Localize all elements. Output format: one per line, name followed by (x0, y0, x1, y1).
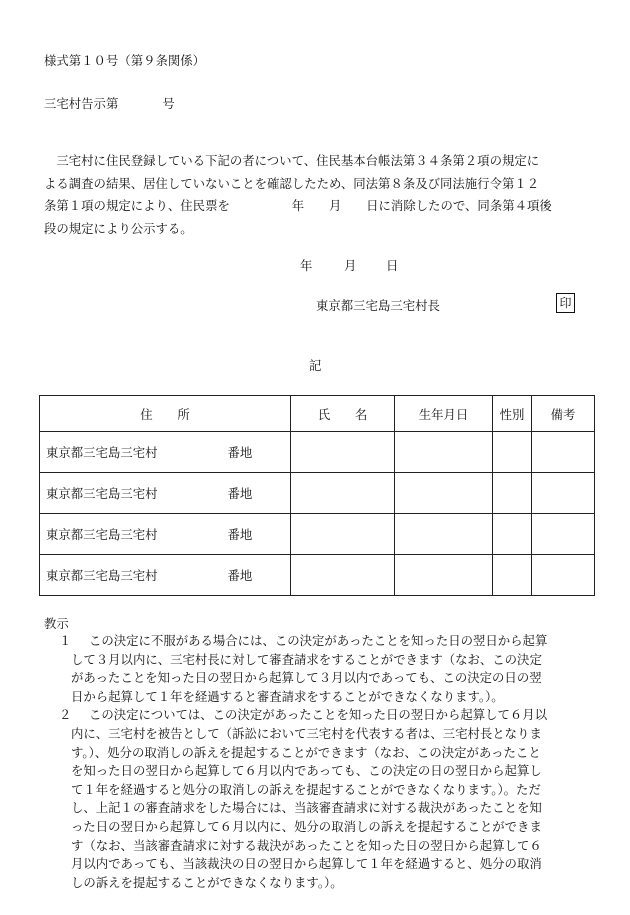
banchi-text: 番地 (227, 486, 253, 501)
address-cell (40, 514, 291, 555)
header-address: 住 所 (40, 396, 291, 432)
instruction-number: ２ (59, 707, 72, 723)
instruction-text: この決定に不服がある場合には、この決定があったことを知った日の翌日から起算 (89, 633, 548, 648)
address-text: 東京都三宅島三宅村 (46, 527, 158, 542)
mayor-title: 東京都三宅島三宅村長 (316, 298, 440, 313)
remarks-cell (532, 555, 595, 596)
name-cell (291, 514, 395, 555)
instruction-line: 日から起算して１年を経過すると審査請求をすることができなくなります。）。 (71, 688, 504, 704)
header-sex: 性別 (493, 396, 532, 432)
address-text: 東京都三宅島三宅村 (46, 445, 158, 460)
instruction-number: １ (59, 633, 72, 648)
birth-cell (395, 555, 493, 596)
instruction-line: て１年を経過すると処分の取消しの訴えを提起することができなくなります。）。ただ (71, 781, 541, 797)
instruction-line: しの訴えを提起することができなくなります。）。 (71, 874, 343, 890)
date-month: 月 (344, 258, 357, 273)
instruction-line: して３月以内に、三宅村長に対して審査請求をすることができます（なお、この決定 (71, 651, 542, 667)
instruction-text: この決定については、この決定があったことを知った日の翌日から起算して６月以 (89, 707, 548, 723)
address-cell (40, 555, 291, 596)
instruction-line: があったことを知った日の翌日から起算して３月以内であっても、この決定の日の翌 (71, 670, 542, 686)
remarks-cell (532, 514, 595, 555)
birth-cell (395, 432, 493, 473)
body-line: 段の規定により公示する。 (44, 220, 193, 236)
notice-prefix: 三宅村告示第 (44, 96, 119, 111)
banchi-text: 番地 (227, 527, 253, 542)
instructions-list (44, 632, 604, 892)
date-day: 日 (386, 258, 399, 273)
table-row (40, 555, 595, 596)
name-cell (291, 555, 395, 596)
instruction-line (71, 632, 604, 651)
table-row (40, 473, 595, 514)
form-number: 様式第１０号（第９条関係） (44, 53, 206, 68)
notice-body (44, 150, 593, 240)
instruction-item (44, 706, 604, 892)
instruction-line (71, 706, 604, 725)
body-line: 三宅村に住民登録している下記の者について、住民基本台帳法第３４条第２項の規定に (44, 153, 540, 168)
instruction-item (44, 632, 604, 706)
instruction-line: し、上記１の審査請求をした場合には、当該審査請求に対する裁決があったことを知 (71, 800, 542, 816)
address-text: 東京都三宅島三宅村 (46, 486, 158, 501)
instruction-line: す。）、処分の取消しの訴えを提起することができます（なお、この決定があったこと (71, 744, 541, 760)
notice-number (44, 94, 175, 112)
notice-date (300, 256, 398, 274)
birth-cell (395, 473, 493, 514)
seal-stamp: 印 (556, 293, 575, 313)
table-row (40, 514, 595, 555)
name-cell (291, 432, 395, 473)
ki-heading: 記 (309, 358, 322, 373)
name-cell (291, 473, 395, 514)
residents-table (39, 395, 595, 596)
sex-cell (493, 555, 532, 596)
body-line: 条第１項の規定により、住民票を 年 月 日に消除したので、同条第４項後 (44, 198, 552, 213)
instruction-line: った日の翌日から起算して６月以内に、処分の取消しの訴えを提起することができま (71, 818, 542, 834)
instruction-line: 内に、三宅村を被告として（訴訟において三宅村を代表する者は、三宅村長となりま (71, 725, 542, 741)
instruction-line: す（なお、当該審査請求に対する裁決があったことを知った日の翌日から起算して６ (71, 837, 542, 853)
remarks-cell (532, 473, 595, 514)
header-remarks: 備考 (532, 396, 595, 432)
table-header-row (40, 396, 595, 432)
address-cell (40, 473, 291, 514)
date-year: 年 (300, 258, 313, 273)
instruction-line: を知った日の翌日から起算して６月以内であっても、この決定の日の翌日から起算し (71, 763, 542, 779)
birth-cell (395, 514, 493, 555)
banchi-text: 番地 (227, 445, 253, 460)
address-text: 東京都三宅島三宅村 (46, 568, 158, 583)
sex-cell (493, 473, 532, 514)
address-cell (40, 432, 291, 473)
notice-suffix: 号 (162, 96, 175, 111)
instructions-title: 教示 (44, 616, 69, 631)
remarks-cell (532, 432, 595, 473)
header-birthdate: 生年月日 (395, 396, 493, 432)
instruction-line: 月以内であっても、当該裁決の日の翌日から起算して１年を経過すると、処分の取消 (71, 856, 542, 872)
banchi-text: 番地 (227, 568, 253, 583)
header-name: 氏 名 (291, 396, 395, 432)
sex-cell (493, 432, 532, 473)
table-row (40, 432, 595, 473)
sex-cell (493, 514, 532, 555)
body-line: よる調査の結果、居住していないことを確認したため、同法第８条及び同法施行令第１２ (44, 175, 540, 191)
